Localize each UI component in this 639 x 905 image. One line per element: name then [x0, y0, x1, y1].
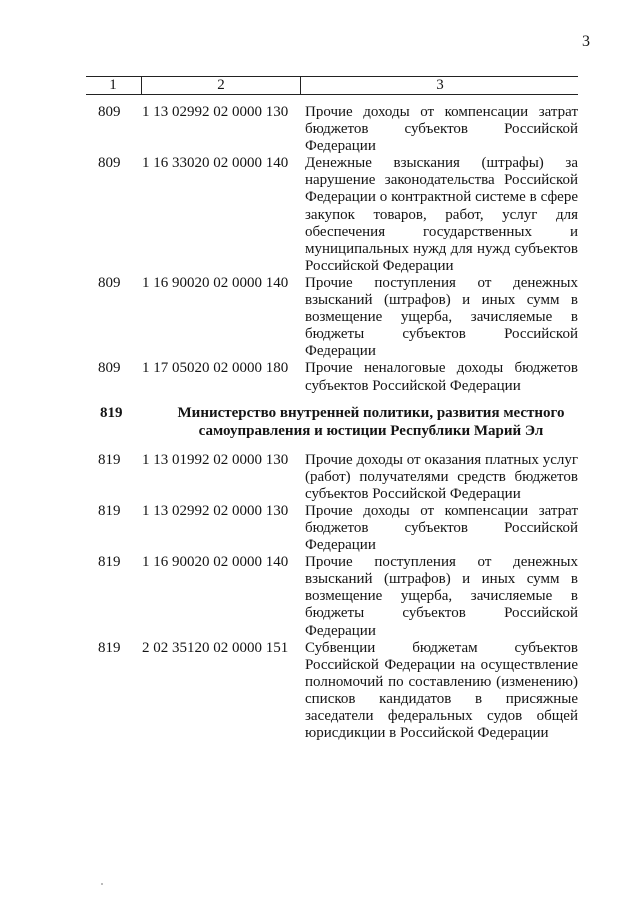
- income-description: Прочие доходы от оказания платных услуг (работ) получателями средств бюджетов субъектов Российской Федерации: [305, 451, 578, 502]
- table-body: [86, 104, 578, 742]
- kbk-code: 1 17 05020 02 0000 180: [142, 360, 289, 377]
- table-row: [86, 155, 578, 275]
- kbk-code: 2 02 35120 02 0000 151: [142, 639, 289, 656]
- table-row: [86, 640, 578, 743]
- income-description: Прочие поступления от денежных взысканий (штрафов) и иных сумм в возмещение ущерба, зачисляемые в бюджеты субъектов Российской Федерации: [305, 554, 578, 639]
- kbk-code: 1 16 90020 02 0000 140: [142, 554, 289, 571]
- scan-speck: [101, 883, 103, 885]
- kbk-code: 1 16 90020 02 0000 140: [142, 274, 289, 291]
- kbk-code: 1 13 02992 02 0000 130: [142, 104, 289, 120]
- table-row: [86, 275, 578, 360]
- section-code: 819: [100, 404, 123, 421]
- header-col-3: 3: [300, 77, 579, 94]
- kbk-code: 1 13 02992 02 0000 130: [142, 502, 289, 519]
- income-description: Прочие доходы от компенсации затрат бюджетов субъектов Российской Федерации: [305, 104, 578, 155]
- header-col-2: 2: [141, 77, 300, 94]
- income-description: Денежные взыскания (штрафы) за нарушение законодательства Российской Федерации о контрактной системе в сфере закупок товаров, работ, услуг для обеспечения государственных и муниципальных нужд для нужд субъектов Российской Федерации: [305, 155, 578, 274]
- admin-code: 809: [98, 360, 121, 377]
- table-row: [86, 452, 578, 503]
- admin-code: 819: [98, 502, 121, 519]
- page-number: 3: [582, 33, 590, 50]
- kbk-code: 1 16 33020 02 0000 140: [142, 155, 289, 172]
- admin-code: 809: [98, 274, 121, 291]
- section-title: Министерство внутренней политики, развития местного самоуправления и юстиции Республики Марий Эл: [177, 404, 565, 439]
- header-col-1: 1: [109, 77, 117, 93]
- section-heading: [86, 404, 578, 440]
- table-row: [86, 503, 578, 554]
- table-row: [86, 360, 578, 394]
- admin-code: 809: [98, 104, 121, 120]
- admin-code: 819: [98, 451, 121, 468]
- income-description: Прочие поступления от денежных взысканий (штрафов) и иных сумм в возмещение ущерба, зачисляемые в бюджеты субъектов Российской Федерации: [305, 274, 578, 360]
- table-header: [86, 76, 578, 95]
- admin-code: 819: [98, 639, 121, 656]
- table-row: [86, 554, 578, 639]
- admin-code: 809: [98, 155, 121, 172]
- kbk-code: 1 13 01992 02 0000 130: [142, 451, 289, 468]
- income-description: Субвенции бюджетам субъектов Российской Федерации на осуществление полномочий по составлению (изменению) списков кандидатов в присяжные заседатели федеральных судов общей юрисдикции в Российской Федерации: [305, 639, 578, 742]
- table-row: [86, 104, 578, 155]
- income-description: Прочие неналоговые доходы бюджетов субъектов Российской Федерации: [305, 360, 578, 394]
- admin-code: 819: [98, 554, 121, 571]
- income-description: Прочие доходы от компенсации затрат бюджетов субъектов Российской Федерации: [305, 502, 578, 554]
